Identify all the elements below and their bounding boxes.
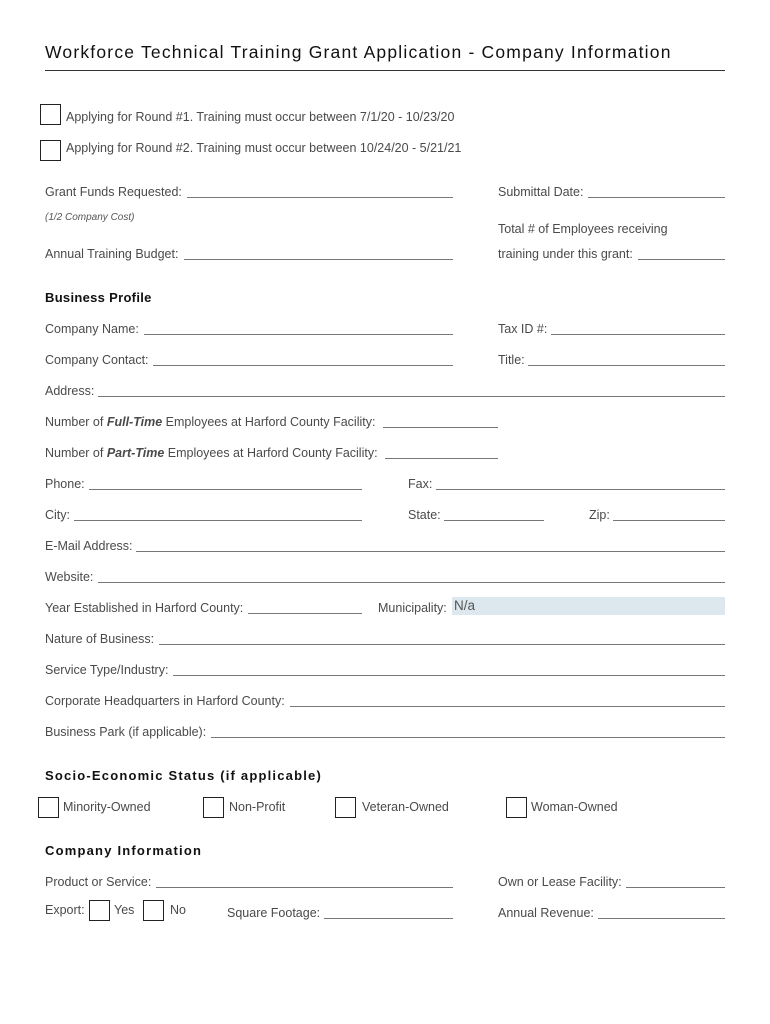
email-field[interactable] [136, 551, 725, 552]
own-lease-field[interactable] [626, 887, 725, 888]
training-budget-label: Annual Training Budget: [45, 247, 179, 261]
export-yes-checkbox[interactable] [89, 900, 110, 921]
state-field[interactable] [444, 520, 544, 521]
city-label: City: [45, 508, 70, 522]
phone-label: Phone: [45, 477, 85, 491]
address-field[interactable] [98, 396, 725, 397]
year-established-field[interactable] [248, 613, 362, 614]
square-footage-label: Square Footage: [227, 906, 321, 920]
annual-revenue-field[interactable] [598, 918, 725, 919]
grant-funds-label: Grant Funds Requested: [45, 185, 182, 199]
company-contact-field[interactable] [153, 365, 453, 366]
municipality-field[interactable]: N/a [452, 597, 725, 615]
fulltime-employees-field[interactable] [383, 427, 498, 428]
address-label: Address: [45, 384, 95, 398]
round-2-label: Applying for Round #2. Training must occur between 10/24/20 - 5/21/21 [66, 141, 462, 155]
submittal-date-field[interactable] [588, 197, 725, 198]
employees-receiving-field[interactable] [638, 259, 725, 260]
export-no-label: No [170, 903, 186, 917]
company-information-heading: Company Information [45, 843, 203, 858]
phone-field[interactable] [89, 489, 362, 490]
export-yes-label: Yes [114, 903, 135, 917]
minority-owned-label: Minority-Owned [63, 800, 151, 814]
training-budget-field[interactable] [184, 259, 453, 260]
fax-field[interactable] [436, 489, 725, 490]
employees-receiving-label-line1: Total # of Employees receiving [498, 222, 668, 236]
grant-funds-note: (1/2 Company Cost) [45, 212, 135, 223]
website-field[interactable] [98, 582, 725, 583]
business-park-field[interactable] [211, 737, 725, 738]
socio-economic-heading: Socio-Economic Status (if applicable) [45, 768, 322, 783]
email-label: E-Mail Address: [45, 539, 133, 553]
tax-id-field[interactable] [551, 334, 725, 335]
company-name-label: Company Name: [45, 322, 139, 336]
veteran-owned-label: Veteran-Owned [362, 800, 449, 814]
minority-owned-checkbox[interactable] [38, 797, 59, 818]
page-title: Workforce Technical Training Grant Application - Company Information [45, 42, 672, 62]
round-1-label: Applying for Round #1. Training must occur between 7/1/20 - 10/23/20 [66, 110, 455, 124]
product-service-label: Product or Service: [45, 875, 152, 889]
annual-revenue-label: Annual Revenue: [498, 906, 594, 920]
service-type-field[interactable] [173, 675, 725, 676]
export-label: Export: [45, 903, 85, 917]
nature-of-business-field[interactable] [159, 644, 725, 645]
state-label: State: [408, 508, 441, 522]
city-field[interactable] [74, 520, 362, 521]
company-contact-label: Company Contact: [45, 353, 149, 367]
service-type-label: Service Type/Industry: [45, 663, 169, 677]
year-established-label: Year Established in Harford County: [45, 601, 244, 615]
business-park-label: Business Park (if applicable): [45, 725, 207, 739]
title-label: Title: [498, 353, 525, 367]
veteran-owned-checkbox[interactable] [335, 797, 356, 818]
zip-field[interactable] [613, 520, 725, 521]
fulltime-employees-label: Number of Full-Time Employees at Harford County Facility: [45, 415, 376, 429]
nature-of-business-label: Nature of Business: [45, 632, 155, 646]
non-profit-checkbox[interactable] [203, 797, 224, 818]
round-1-checkbox[interactable] [40, 104, 61, 125]
title-field[interactable] [528, 365, 725, 366]
zip-label: Zip: [589, 508, 610, 522]
title-divider [45, 70, 725, 71]
corporate-hq-field[interactable] [290, 706, 725, 707]
square-footage-field[interactable] [324, 918, 453, 919]
export-no-checkbox[interactable] [143, 900, 164, 921]
fax-label: Fax: [408, 477, 433, 491]
company-name-field[interactable] [144, 334, 453, 335]
grant-funds-field[interactable] [187, 197, 453, 198]
product-service-field[interactable] [156, 887, 453, 888]
round-2-checkbox[interactable] [40, 140, 61, 161]
business-profile-heading: Business Profile [45, 290, 152, 305]
own-lease-label: Own or Lease Facility: [498, 875, 622, 889]
parttime-employees-label: Number of Part-Time Employees at Harford County Facility: [45, 446, 378, 460]
submittal-date-label: Submittal Date: [498, 185, 584, 199]
tax-id-label: Tax ID #: [498, 322, 548, 336]
parttime-employees-field[interactable] [385, 458, 498, 459]
employees-receiving-label-line2: training under this grant: [498, 247, 633, 261]
corporate-hq-label: Corporate Headquarters in Harford County: [45, 694, 285, 708]
non-profit-label: Non-Profit [229, 800, 286, 814]
woman-owned-label: Woman-Owned [531, 800, 618, 814]
woman-owned-checkbox[interactable] [506, 797, 527, 818]
website-label: Website: [45, 570, 94, 584]
municipality-label: Municipality: [378, 601, 447, 615]
